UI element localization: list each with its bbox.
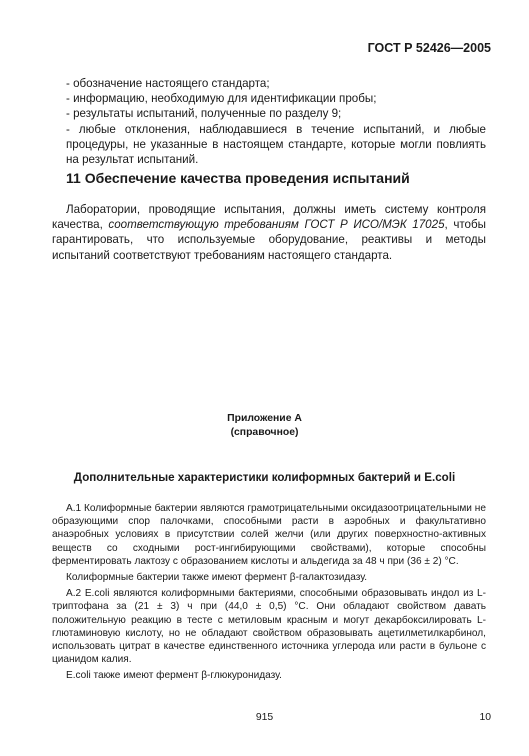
list-item: - информацию, необходимую для идентификации пробы; bbox=[66, 92, 377, 106]
annex-label: Приложение А bbox=[227, 413, 302, 424]
list-item: - результаты испытаний, полученные по разделу 9; bbox=[66, 107, 342, 121]
annex-paragraph: А.2 E.coli являются колиформными бактериями, способными образовывать индол из L-триптофана за (21 ± 3) ч при (44,0 ± 0,5) °С. Они обладают свойством давать положительную реакцию в тесте с метиловым красным и могут декарбоксилировать L-глютаминовую кислоту, но не обладают свойством образовывать ацетилметилкарбинол, использовать цитрат в качестве единственного источника углерода или расти в бульоне с цианидом калия. bbox=[52, 588, 486, 666]
annex-heading: Дополнительные характеристики колиформных бактерий и E.coli bbox=[73, 471, 456, 484]
page-number: 10 bbox=[479, 712, 491, 723]
footer-center-number: 915 bbox=[255, 712, 274, 723]
report-items-list bbox=[66, 76, 486, 167]
paragraph-text: Лаборатории, проводящие испытания, должны иметь систему контроля качества, bbox=[52, 203, 486, 232]
list-item bbox=[66, 122, 486, 168]
list-item: - обозначение настоящего стандарта; bbox=[66, 77, 270, 90]
standard-reference: соответствующую требованиям ГОСТ Р ИСО/МЭК 17025 bbox=[108, 218, 445, 232]
annex-body bbox=[52, 502, 486, 686]
annex-title bbox=[0, 412, 529, 439]
section-paragraph bbox=[52, 202, 486, 263]
annex-paragraph: А.1 Колиформные бактерии являются грамотрицательными оксидазоотрицательными не образующими спор палочками, способными расти в аэробных и факультативно анаэробных условиях в присутствии солей желчи (или других поверхностно-активных веществ со сходными рост-ингибирующими свойствами), которые способны ферментировать лактозу с образованием кислоты и альдегида за 48 ч при (36 ± 2) °С. bbox=[52, 503, 486, 567]
list-item-text: - любые отклонения, наблюдавшиеся в течение испытаний, и любые процедуры, не указанные в настоящем стандарте, которые могли повлиять на результат испытаний. bbox=[66, 122, 486, 167]
annex-paragraph: Колиформные бактерии также имеют фермент β-галактозидазу. bbox=[66, 572, 368, 584]
paragraph-text: , чтобы гарантировать, что используемые оборудование, реактивы и методы испытаний соответствуют требованиям настоящего стандарта. bbox=[52, 218, 486, 262]
section-title: 11 Обеспечение качества проведения испытаний bbox=[66, 170, 410, 186]
annex-status: (справочное) bbox=[230, 426, 299, 438]
standard-code: ГОСТ Р 52426—2005 bbox=[367, 41, 491, 55]
annex-paragraph: E.coli также имеют фермент β-глюкуронидазу. bbox=[66, 670, 282, 682]
